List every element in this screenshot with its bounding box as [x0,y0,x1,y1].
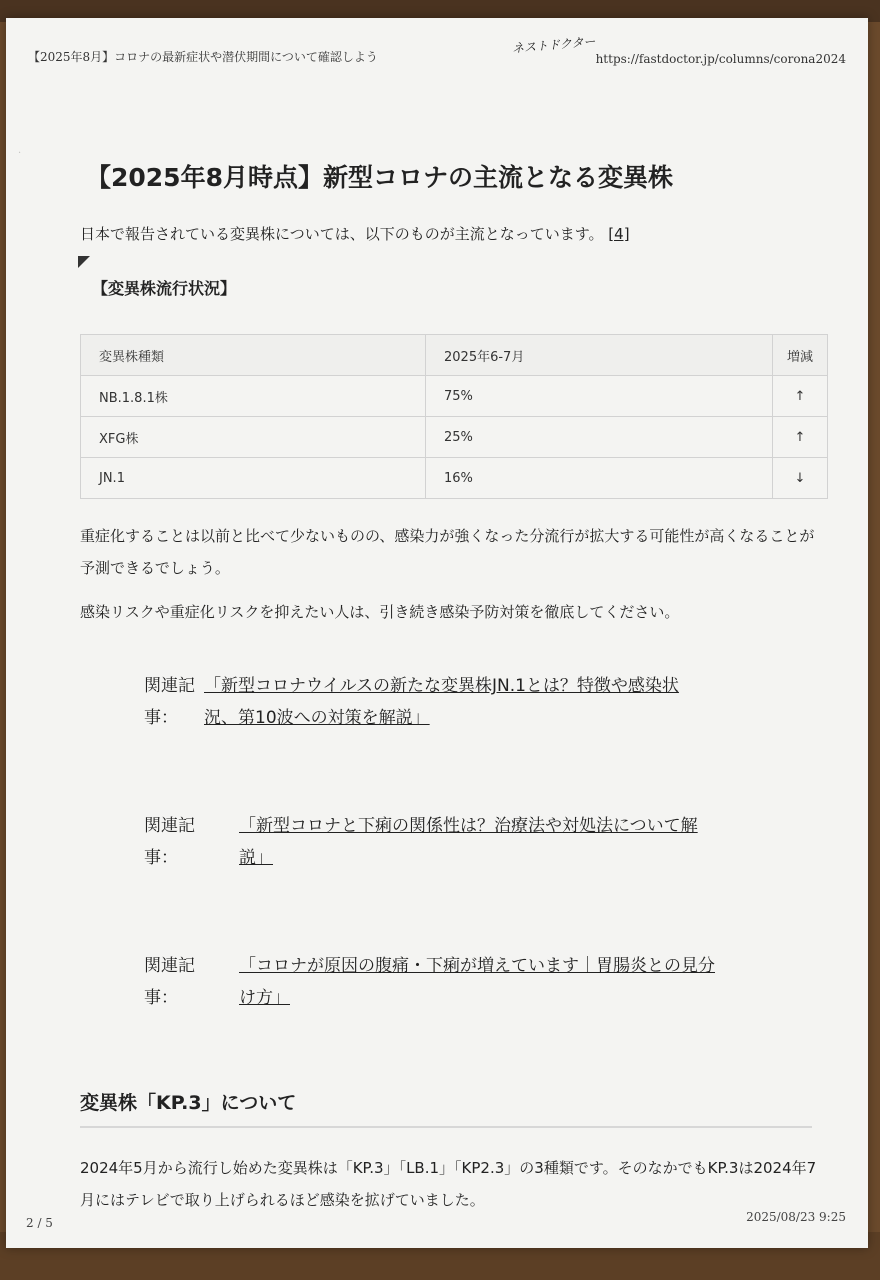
related-article [144,810,698,874]
page-number: 2 / 5 [26,1216,53,1230]
table-cell: 25% [426,417,773,458]
table-header-row [81,335,828,376]
table-header-cell: 増減 [773,335,828,376]
table-cell: NB.1.8.1株 [81,376,426,417]
related-article [144,670,679,734]
print-header-url: https://fastdoctor.jp/columns/corona2024 [595,52,846,66]
intro-text: 日本で報告されている変異株については、以下のものが主流となっています。 [80,225,604,243]
trend-down-icon: ↓ [773,458,828,499]
related-article [144,950,715,1014]
handwritten-note: ネストドクター [511,34,597,56]
related-article-link[interactable]: 「新型コロナと下痢の関係性は？治療法や対処法について解 説」 [239,816,698,868]
table-header-cell: 2025年6-7月 [426,335,773,376]
printed-page [6,18,868,1248]
table-cell: 75% [426,376,773,417]
related-article-link[interactable]: 「新型コロナウイルスの新たな変異株JN.1とは？特徴や感染状 況、第10波への対策を解説」 [204,676,679,728]
section-label: 【変異株流行状況】 [92,279,237,298]
corner-triangle-icon [78,256,90,268]
related-label: 関連記 事： [144,956,195,1008]
body-paragraph: 重症化することは以前と比べて少ないものの、感染力が強くなった分流行が拡大する可能性が高くなることが予測できるでしょう。 [80,527,815,577]
trend-up-icon: ↑ [773,417,828,458]
table-cell: 16% [426,458,773,499]
page-title: 【2025年8月時点】新型コロナの主流となる変異株 [86,163,673,192]
table-row [81,376,828,417]
variant-table [80,334,828,499]
related-label: 関連記 事： [144,676,195,728]
body-paragraph: 2024年5月から流行し始めた変異株は「KP.3」「LB.1」「KP2.3」の3種類です。そのなかでもKP.3は2024年7月にはテレビで取り上げられるほど感染を拡げていました。 [80,1159,817,1209]
table-row [81,417,828,458]
related-article-link[interactable]: 「コロナが原因の腹痛・下痢が増えています｜胃腸炎との見分 け方」 [239,956,715,1008]
related-label: 関連記 事： [144,816,195,868]
heading-underline [80,1126,812,1128]
reference-link[interactable]: [4] [608,225,630,243]
section-heading-kp3: 変異株「KP.3」について [80,1092,297,1114]
body-paragraph: 感染リスクや重症化リスクを抑えたい人は、引き続き感染予防対策を徹底してください。 [80,603,680,621]
trend-up-icon: ↑ [773,376,828,417]
table-cell: JN.1 [81,458,426,499]
print-header-title: 【2025年8月】コロナの最新症状や潜伏期間について確認しよう [28,50,378,64]
intro-paragraph [80,223,630,244]
table-header-cell: 変異株種類 [81,335,426,376]
print-datetime: 2025/08/23 9:25 [746,1210,846,1224]
table-cell: XFG株 [81,417,426,458]
table-row [81,458,828,499]
bleed-through-mark: · [18,148,22,159]
